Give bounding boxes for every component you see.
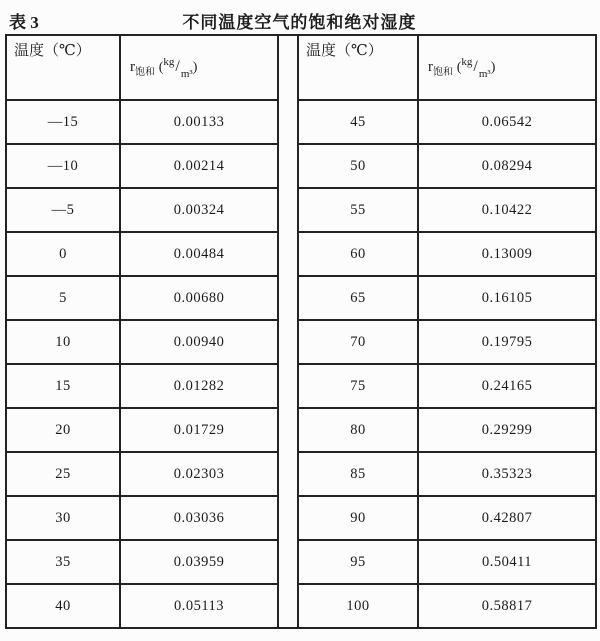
right-r-header [418,35,596,100]
temp-cell: 0 [6,232,120,276]
value-cell: 0.03036 [120,496,278,540]
table-row [6,188,596,232]
temp-cell: 95 [298,540,418,584]
temp-cell: 25 [6,452,120,496]
header-row [6,35,596,100]
temp-cell: 50 [298,144,418,188]
value-cell: 0.00214 [120,144,278,188]
value-cell: 0.13009 [418,232,596,276]
value-cell: 0.00940 [120,320,278,364]
temp-cell: 40 [6,584,120,628]
value-cell: 0.00324 [120,188,278,232]
value-cell: 0.35323 [418,452,596,496]
value-cell: 0.10422 [418,188,596,232]
temp-cell: 5 [6,276,120,320]
temp-cell: 60 [298,232,418,276]
temp-cell: 80 [298,408,418,452]
table-row [6,276,596,320]
temp-cell: 35 [6,540,120,584]
table-row [6,540,596,584]
temp-cell: 20 [6,408,120,452]
table-row [6,452,596,496]
table-row [6,584,596,628]
table-number: 表 3 [9,13,39,32]
value-cell: 0.01729 [120,408,278,452]
temp-cell: 55 [298,188,418,232]
value-cell: 0.03959 [120,540,278,584]
table-row [6,144,596,188]
temp-cell: 90 [298,496,418,540]
value-cell: 0.00484 [120,232,278,276]
table-row [6,364,596,408]
value-cell: 0.24165 [418,364,596,408]
r-subscript: 饱和 [433,66,453,78]
value-cell: 0.05113 [120,584,278,628]
value-cell: 0.19795 [418,320,596,364]
temp-cell: 10 [6,320,120,364]
r-subscript: 饱和 [135,66,155,78]
temp-cell: 65 [298,276,418,320]
value-cell: 0.02303 [120,452,278,496]
temp-cell: —15 [6,100,120,144]
r-symbol: r [130,58,135,75]
unit-kg-per-m3: $(^{kg}/_{m^3})$ [158,55,198,80]
value-cell: 0.58817 [418,584,596,628]
unit-kg-per-m3: $(^{kg}/_{m^3})$ [456,55,496,80]
value-cell: 0.16105 [418,276,596,320]
right-temp-header: 温度（℃） [298,35,418,100]
left-temp-header: 温度（℃） [6,35,120,100]
value-cell: 0.08294 [418,144,596,188]
temp-cell: 15 [6,364,120,408]
temp-cell: 45 [298,100,418,144]
table-caption [0,0,600,32]
value-cell: 0.42807 [418,496,596,540]
table-row [6,232,596,276]
value-cell: 0.29299 [418,408,596,452]
temp-cell: 75 [298,364,418,408]
value-cell: 0.50411 [418,540,596,584]
table-row [6,100,596,144]
value-cell: 0.01282 [120,364,278,408]
r-symbol: r [428,58,433,75]
table-row [6,408,596,452]
temp-cell: 100 [298,584,418,628]
temp-cell: —10 [6,144,120,188]
temp-cell: 85 [298,452,418,496]
temp-cell: 30 [6,496,120,540]
humidity-table [5,34,597,629]
table-row [6,320,596,364]
table-row [6,496,596,540]
temp-cell: —5 [6,188,120,232]
table-spacer-column [278,35,298,628]
value-cell: 0.00680 [120,276,278,320]
value-cell: 0.06542 [418,100,596,144]
value-cell: 0.00133 [120,100,278,144]
temp-cell: 70 [298,320,418,364]
left-r-header [120,35,278,100]
page-title: 不同温度空气的饱和绝对湿度 [182,13,417,32]
